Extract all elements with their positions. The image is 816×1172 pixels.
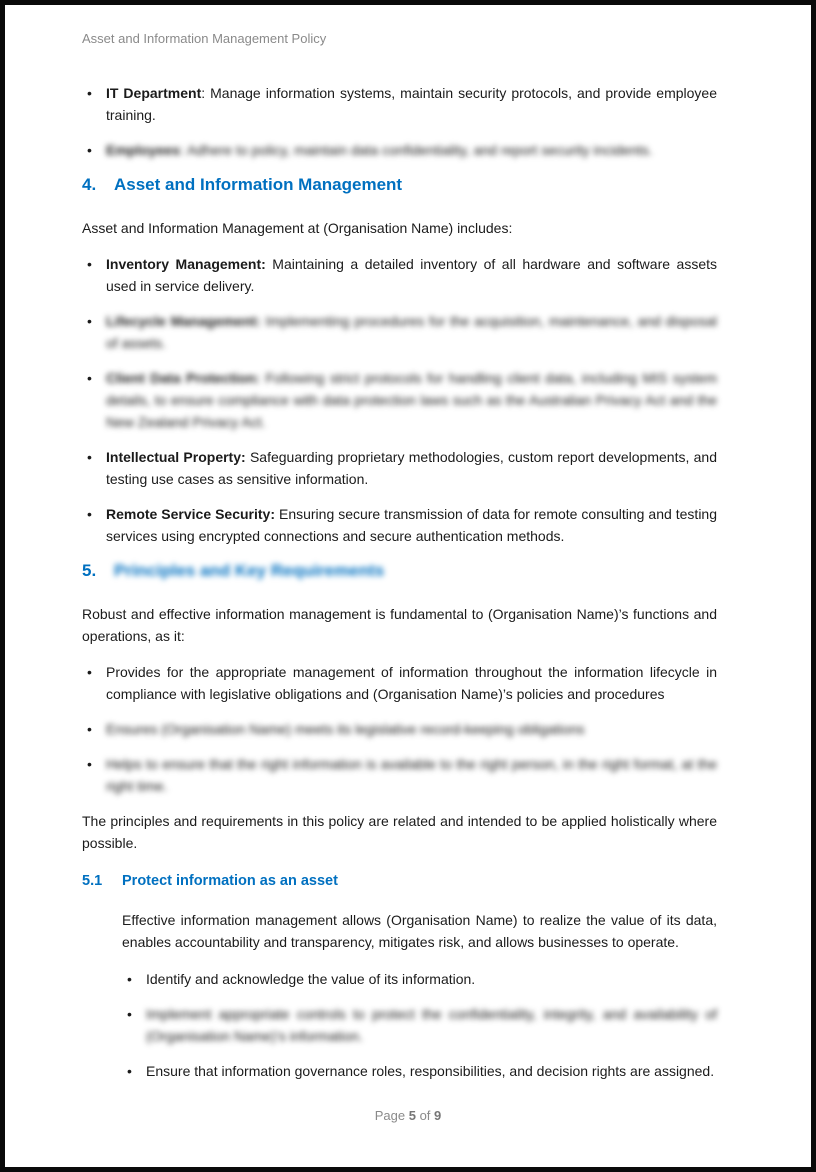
section-5-intro: Robust and effective information management is fundamental to (Organisation Name)’s functions and operations, as it: — [82, 606, 717, 644]
bullet-lead: IT Department — [106, 85, 202, 101]
section-5-1-intro: Effective information management allows (Organisation Name) to realize the value of its data, enables accountability and transparency, mitigates risk, and allows businesses to operate. — [122, 912, 717, 950]
bullet-icon — [82, 718, 106, 740]
bullet-text: Ensuring secure transmission of data for remote consulting and testing services using encrypted connections and secure authentication methods. — [106, 506, 718, 544]
page-word: Page — [374, 1108, 406, 1123]
bullet-text: Maintaining a detailed inventory of all hardware and software assets used in service delivery. — [106, 256, 717, 294]
section-5-1-body — [122, 909, 717, 1082]
bullet-text: Ensures (Organisation Name) meets its legislative record-keeping obligations — [106, 721, 585, 737]
bullet-icon — [122, 1003, 146, 1047]
document-header-title: Asset and Information Management Policy — [82, 31, 327, 46]
list-item — [82, 503, 717, 547]
bullet-icon — [122, 1060, 146, 1082]
section-5-1-heading — [82, 871, 717, 891]
bullet-text: Ensure that information governance roles, responsibilities, and decision rights are assigned. — [146, 1063, 715, 1079]
list-item — [122, 1060, 717, 1082]
page-total: 9 — [434, 1108, 442, 1123]
bullet-lead: Employees — [106, 142, 180, 158]
bullet-icon — [82, 753, 106, 797]
section-number: 5.1 — [82, 873, 103, 889]
section-title: Protect information as an asset — [122, 873, 338, 889]
bullet-lead: Intellectual Property: — [106, 449, 246, 465]
bullet-icon — [82, 503, 106, 547]
bullet-lead: Lifecycle Management: — [106, 313, 261, 329]
of-word: of — [419, 1108, 431, 1123]
bullet-text: Safeguarding proprietary methodologies, custom report developments, and testing use cases as sensitive information. — [106, 449, 717, 487]
list-item — [82, 446, 717, 490]
section-4-list — [82, 253, 717, 547]
section-title: Asset and Information Management — [114, 175, 403, 194]
bullet-text: Helps to ensure that the right information is available to the right person, in the right format, at the right time. — [106, 756, 717, 794]
list-item — [122, 968, 717, 990]
list-item — [82, 253, 717, 297]
page-number — [5, 1108, 811, 1123]
responsibilities-list — [82, 82, 717, 161]
list-item — [82, 82, 717, 126]
list-item — [82, 139, 717, 161]
list-item — [82, 661, 717, 705]
bullet-lead: Client Data Protection: — [106, 370, 260, 386]
bullet-text: Provides for the appropriate management of information throughout the information lifecycle in compliance with legislative obligations and (Organisation Name)’s policies and procedures — [106, 664, 717, 702]
list-item — [82, 310, 717, 354]
bullet-icon — [82, 661, 106, 705]
bullet-icon — [82, 367, 106, 433]
bullet-icon — [82, 253, 106, 297]
bullet-icon — [82, 446, 106, 490]
bullet-text: Implementing procedures for the acquisition, maintenance, and disposal of assets. — [106, 313, 717, 351]
list-item — [82, 753, 717, 797]
bullet-icon — [122, 968, 146, 990]
section-5-1-list — [122, 968, 717, 1082]
bullet-icon — [82, 139, 106, 161]
section-5-heading — [82, 560, 717, 582]
page-current: 5 — [408, 1108, 416, 1123]
bullet-text: Identify and acknowledge the value of its information. — [146, 971, 476, 987]
bullet-text: : Manage information systems, maintain security protocols, and provide employee training. — [106, 85, 717, 123]
bullet-text: Following strict protocols for handling client data, including MIS system details, to ensure compliance with data protection laws such as the Australian Privacy Act and the New Zealand Privacy Act. — [106, 370, 717, 430]
bullet-text: : Adhere to policy, maintain data confidentiality, and report security incidents. — [179, 142, 653, 158]
list-item — [122, 1003, 717, 1047]
bullet-icon — [82, 310, 106, 354]
section-5-outro: The principles and requirements in this policy are related and intended to be applied holistically where possible. — [82, 813, 717, 851]
list-item — [82, 367, 717, 433]
section-number: 5. — [82, 561, 97, 580]
section-5-list — [82, 661, 717, 797]
section-title: Principles and Key Requirements — [114, 561, 385, 580]
bullet-icon — [82, 82, 106, 126]
bullet-lead: Remote Service Security: — [106, 506, 276, 522]
section-4-heading — [82, 174, 717, 196]
bullet-text: Implement appropriate controls to protect the confidentiality, integrity, and availability of (Organisation Name)’s information. — [146, 1006, 717, 1044]
section-4-intro: Asset and Information Management at (Organisation Name) includes: — [82, 220, 513, 236]
section-number: 4. — [82, 175, 97, 194]
bullet-lead: Inventory Management: — [106, 256, 266, 272]
list-item — [82, 718, 717, 740]
